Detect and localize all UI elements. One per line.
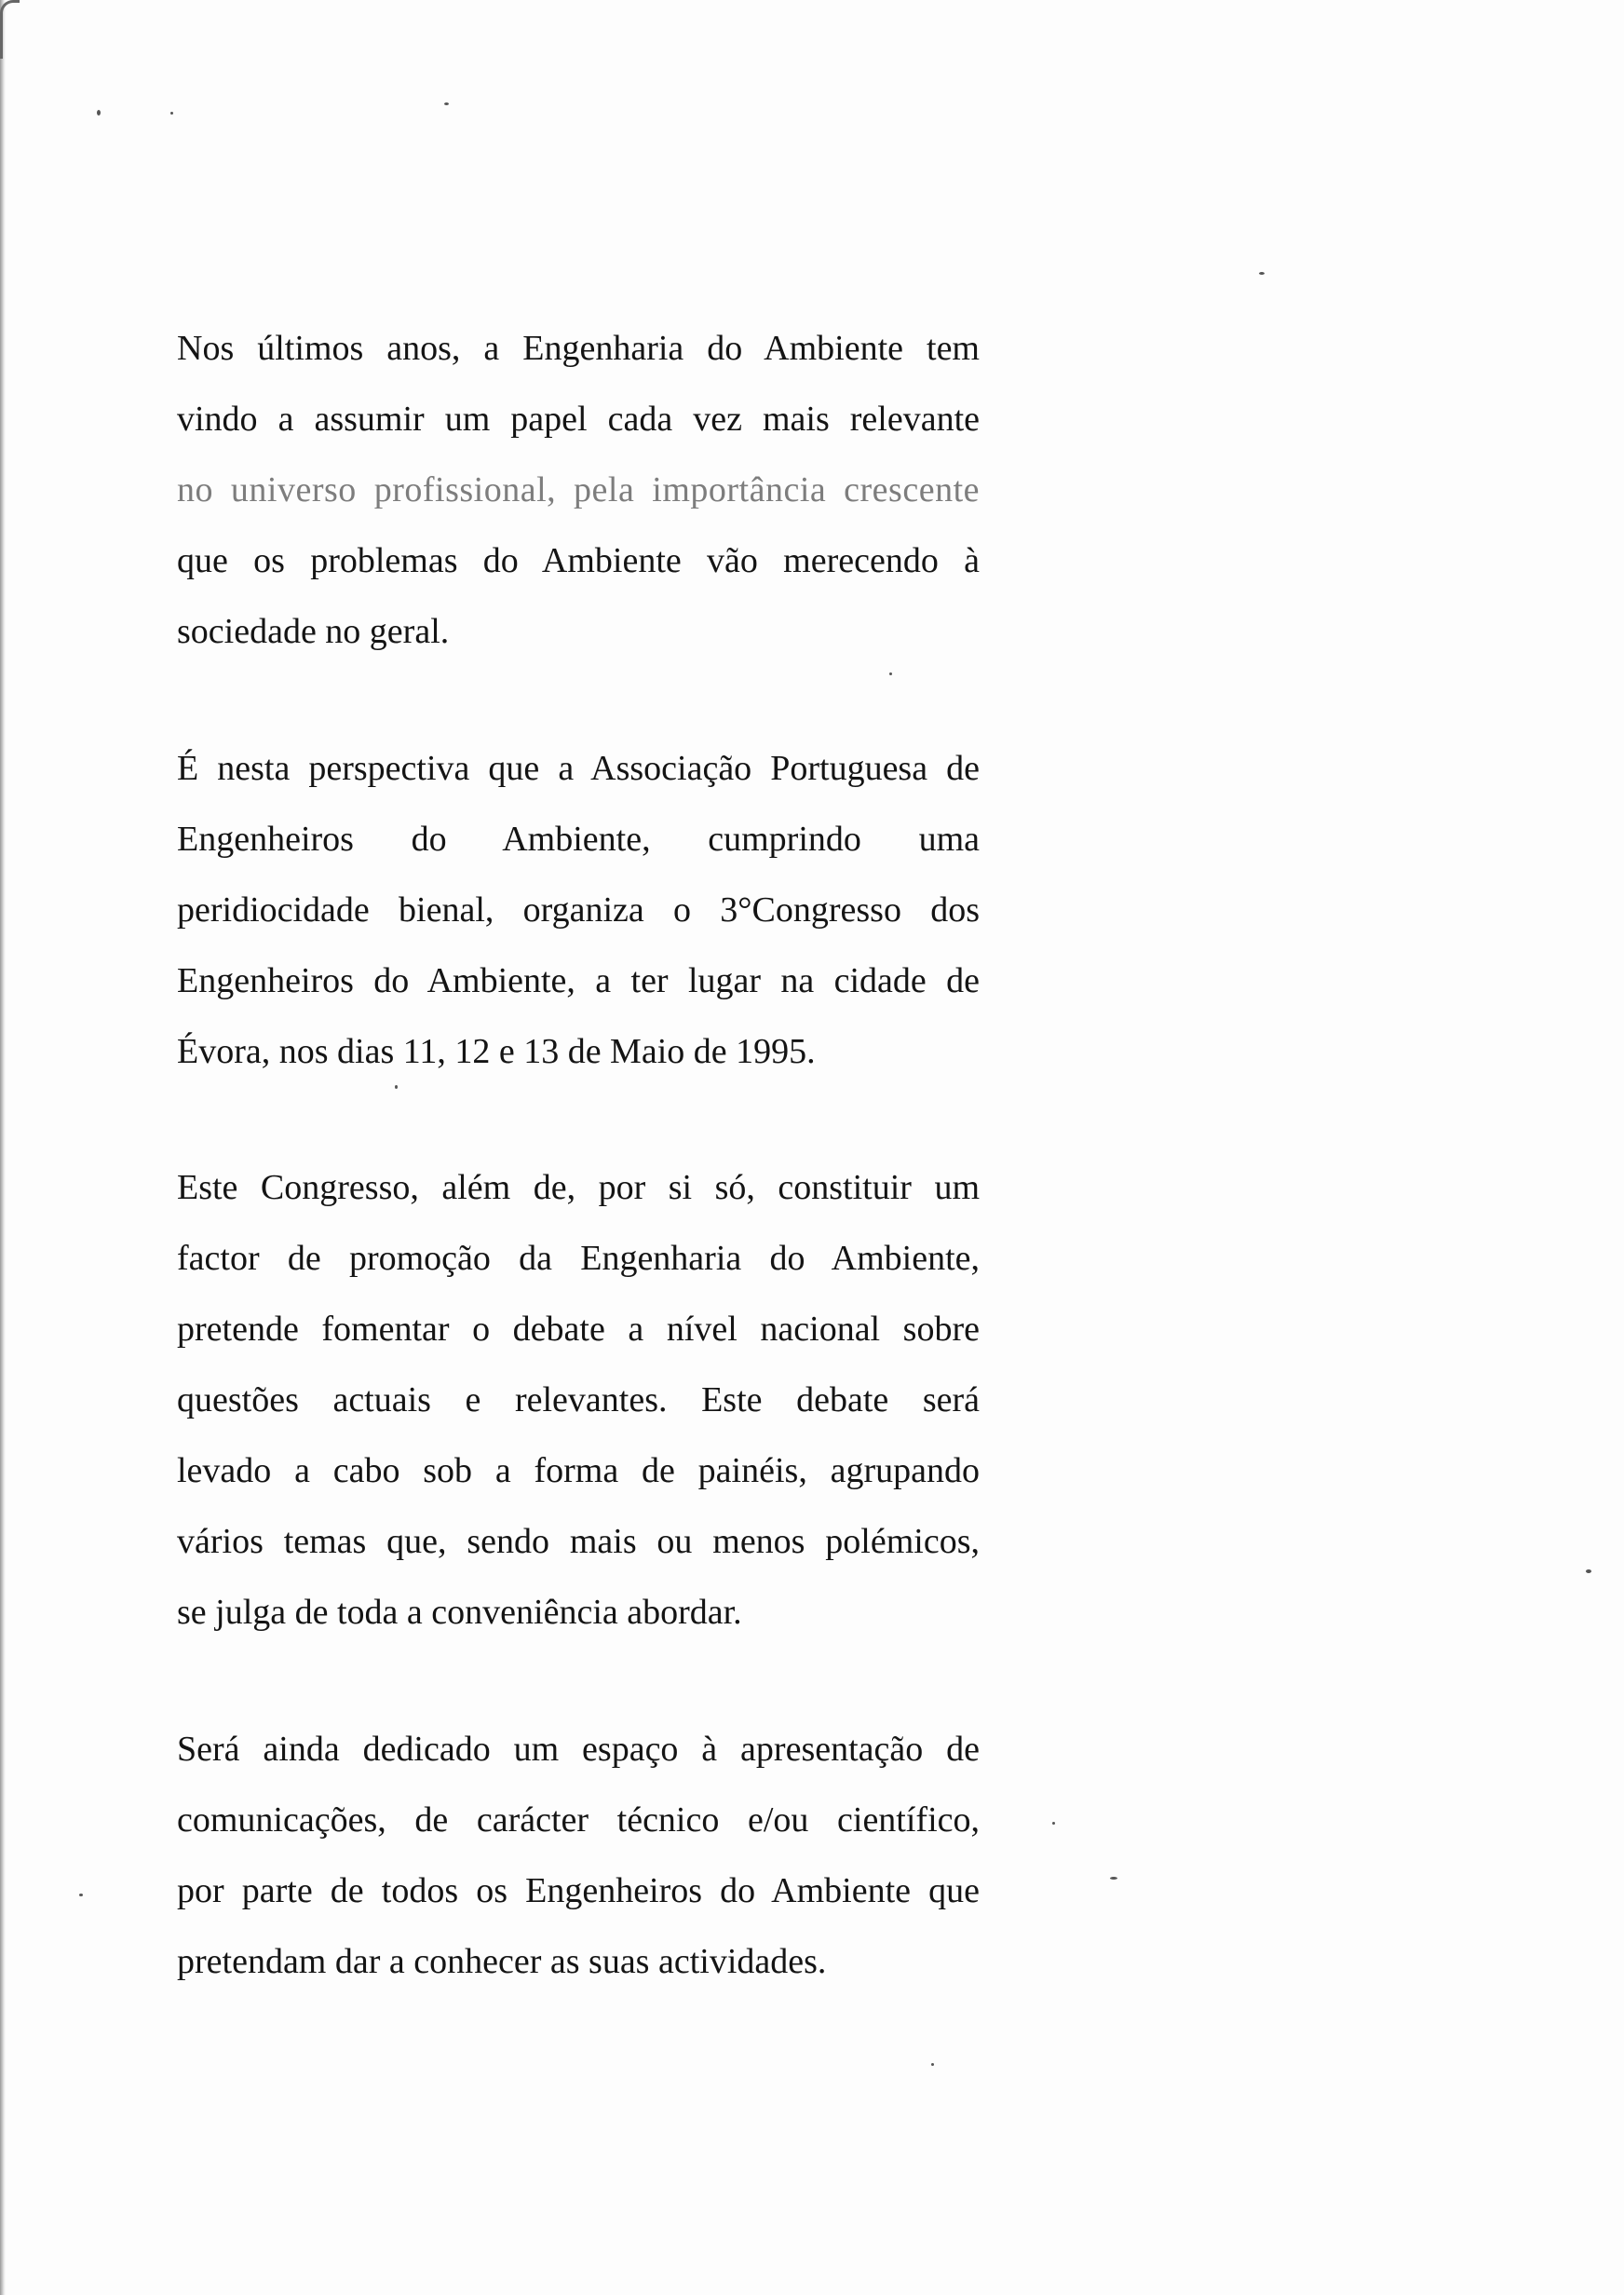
paragraph-line: no universo profissional, pela importância crescente: [177, 470, 980, 509]
paragraph-line: por parte de todos os Engenheiros do Ambiente que: [177, 1871, 980, 1910]
paragraph-congress-announcement: [177, 733, 980, 1087]
scan-speck: [889, 672, 892, 675]
paragraph-line: vindo a assumir um papel cada vez mais relevante: [177, 400, 980, 439]
page-edge-shadow: [0, 0, 6, 2295]
scan-speck: [931, 2063, 934, 2066]
scan-speck: [1110, 1877, 1117, 1880]
paragraph-line: se julga de toda a conveniência abordar.: [177, 1593, 742, 1632]
paragraph-line: vários temas que, sendo mais ou menos polémicos,: [177, 1522, 980, 1561]
paragraph-line: Será ainda dedicado um espaço à apresentação de: [177, 1730, 980, 1769]
scan-speck: [1052, 1822, 1055, 1825]
paragraph-line: Évora, nos dias 11, 12 e 13 de Maio de 1995.: [177, 1032, 816, 1071]
scan-speck: [79, 1894, 83, 1896]
scan-speck: [444, 102, 449, 105]
scan-speck: [1586, 1569, 1591, 1573]
paragraph-line: Engenheiros do Ambiente, cumprindo uma: [177, 820, 980, 859]
scan-speck: [1259, 272, 1265, 275]
paragraph-line: pretende fomentar o debate a nível nacional sobre: [177, 1310, 980, 1349]
page-corner-mark: [0, 0, 20, 59]
paragraph-line: questões actuais e relevantes. Este debate será: [177, 1380, 980, 1419]
scan-speck: [97, 110, 101, 115]
paragraph-congress-goals: [177, 1152, 980, 1648]
paragraph-line: levado a cabo sob a forma de painéis, agrupando: [177, 1451, 980, 1490]
paragraph-line: comunicações, de carácter técnico e/ou científico,: [177, 1800, 980, 1840]
paragraph-line: Nos últimos anos, a Engenharia do Ambiente tem: [177, 329, 980, 368]
paragraph-line: Este Congresso, além de, por si só, constituir um: [177, 1168, 980, 1207]
paragraph-line: pretendam dar a conhecer as suas actividades.: [177, 1942, 827, 1981]
paragraph-line: É nesta perspectiva que a Associação Portuguesa de: [177, 749, 980, 788]
paragraph-line: factor de promoção da Engenharia do Ambiente,: [177, 1239, 980, 1278]
paragraph-line: Engenheiros do Ambiente, a ter lugar na cidade de: [177, 961, 980, 1000]
paragraph-line: que os problemas do Ambiente vão merecendo à: [177, 541, 980, 580]
paragraph-line: peridiocidade bienal, organiza o 3°Congresso dos: [177, 890, 980, 930]
scan-speck: [170, 112, 173, 115]
paragraph-intro: [177, 313, 980, 667]
paragraph-communications: [177, 1714, 980, 1997]
paragraph-line: sociedade no geral.: [177, 612, 450, 651]
